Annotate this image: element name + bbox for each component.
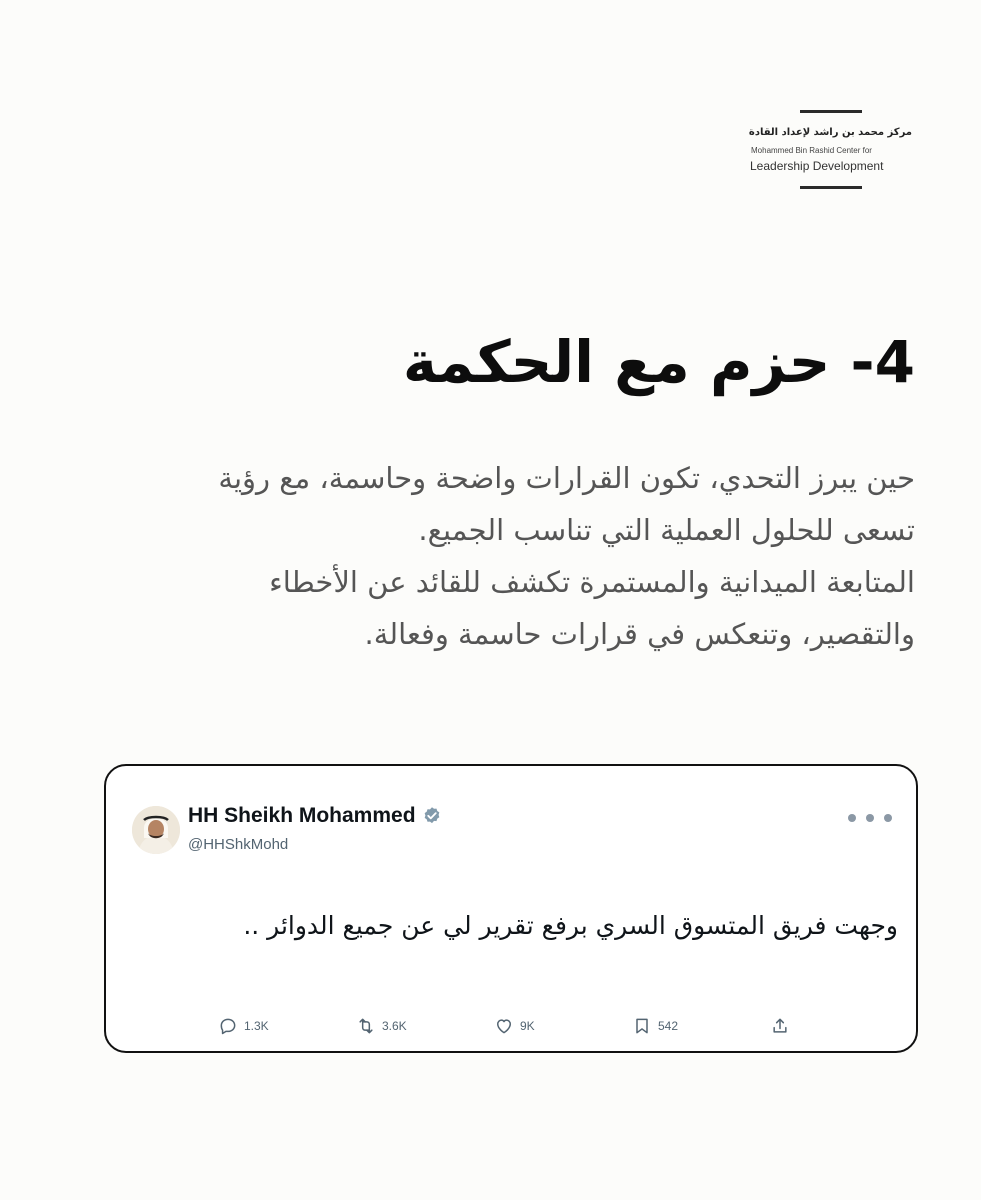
verified-badge-icon: [422, 806, 442, 826]
body-text: [115, 452, 915, 660]
logo-bottom-bar: [800, 186, 862, 189]
author-row: [188, 804, 442, 828]
body-line: تسعى للحلول العملية التي تناسب الجميع.: [418, 513, 915, 547]
more-options-icon[interactable]: [848, 806, 892, 830]
dot: [884, 814, 892, 822]
logo-english-line1: Mohammed Bin Rashid Center for: [751, 146, 872, 155]
dot: [848, 814, 856, 822]
share-icon: [770, 1016, 790, 1036]
logo-top-bar: [800, 110, 862, 113]
like-count: 9K: [520, 1019, 535, 1033]
avatar-portrait-icon: [132, 806, 180, 854]
tweet-actions: [218, 1016, 792, 1042]
logo-arabic-text: مركز محمد بن راشد لإعداد القادة: [748, 127, 912, 138]
avatar[interactable]: [132, 806, 180, 854]
center-logo: [748, 110, 916, 192]
section-heading: 4- حزم مع الحكمة: [402, 328, 915, 396]
author-name[interactable]: HH Sheikh Mohammed: [188, 804, 416, 827]
retweet-count: 3.6K: [382, 1019, 407, 1033]
dot: [866, 814, 874, 822]
bookmark-count: 542: [658, 1019, 679, 1033]
bookmark-icon: [632, 1016, 652, 1036]
share-button[interactable]: [770, 1016, 790, 1036]
tweet-card[interactable]: [104, 764, 918, 1053]
like-button[interactable]: [494, 1016, 535, 1036]
like-icon: [494, 1016, 514, 1036]
body-line: حين يبرز التحدي، تكون القرارات واضحة وحاسمة، مع رؤية: [218, 461, 915, 495]
author-handle[interactable]: @HHShkMohd: [188, 836, 289, 853]
tweet-text: وجهت فريق المتسوق السري برفع تقرير لي عن جميع الدوائر ..: [243, 911, 898, 940]
reply-icon: [218, 1016, 238, 1036]
body-line: المتابعة الميدانية والمستمرة تكشف للقائد عن الأخطاء: [269, 565, 915, 599]
reply-button[interactable]: [218, 1016, 269, 1036]
logo-english-line2: Leadership Development: [750, 159, 884, 173]
body-line: والتقصير، وتنعكس في قرارات حاسمة وفعالة.: [364, 617, 915, 651]
bookmark-button[interactable]: [632, 1016, 678, 1036]
retweet-button[interactable]: [356, 1016, 407, 1036]
retweet-icon: [356, 1016, 376, 1036]
reply-count: 1.3K: [244, 1019, 269, 1033]
